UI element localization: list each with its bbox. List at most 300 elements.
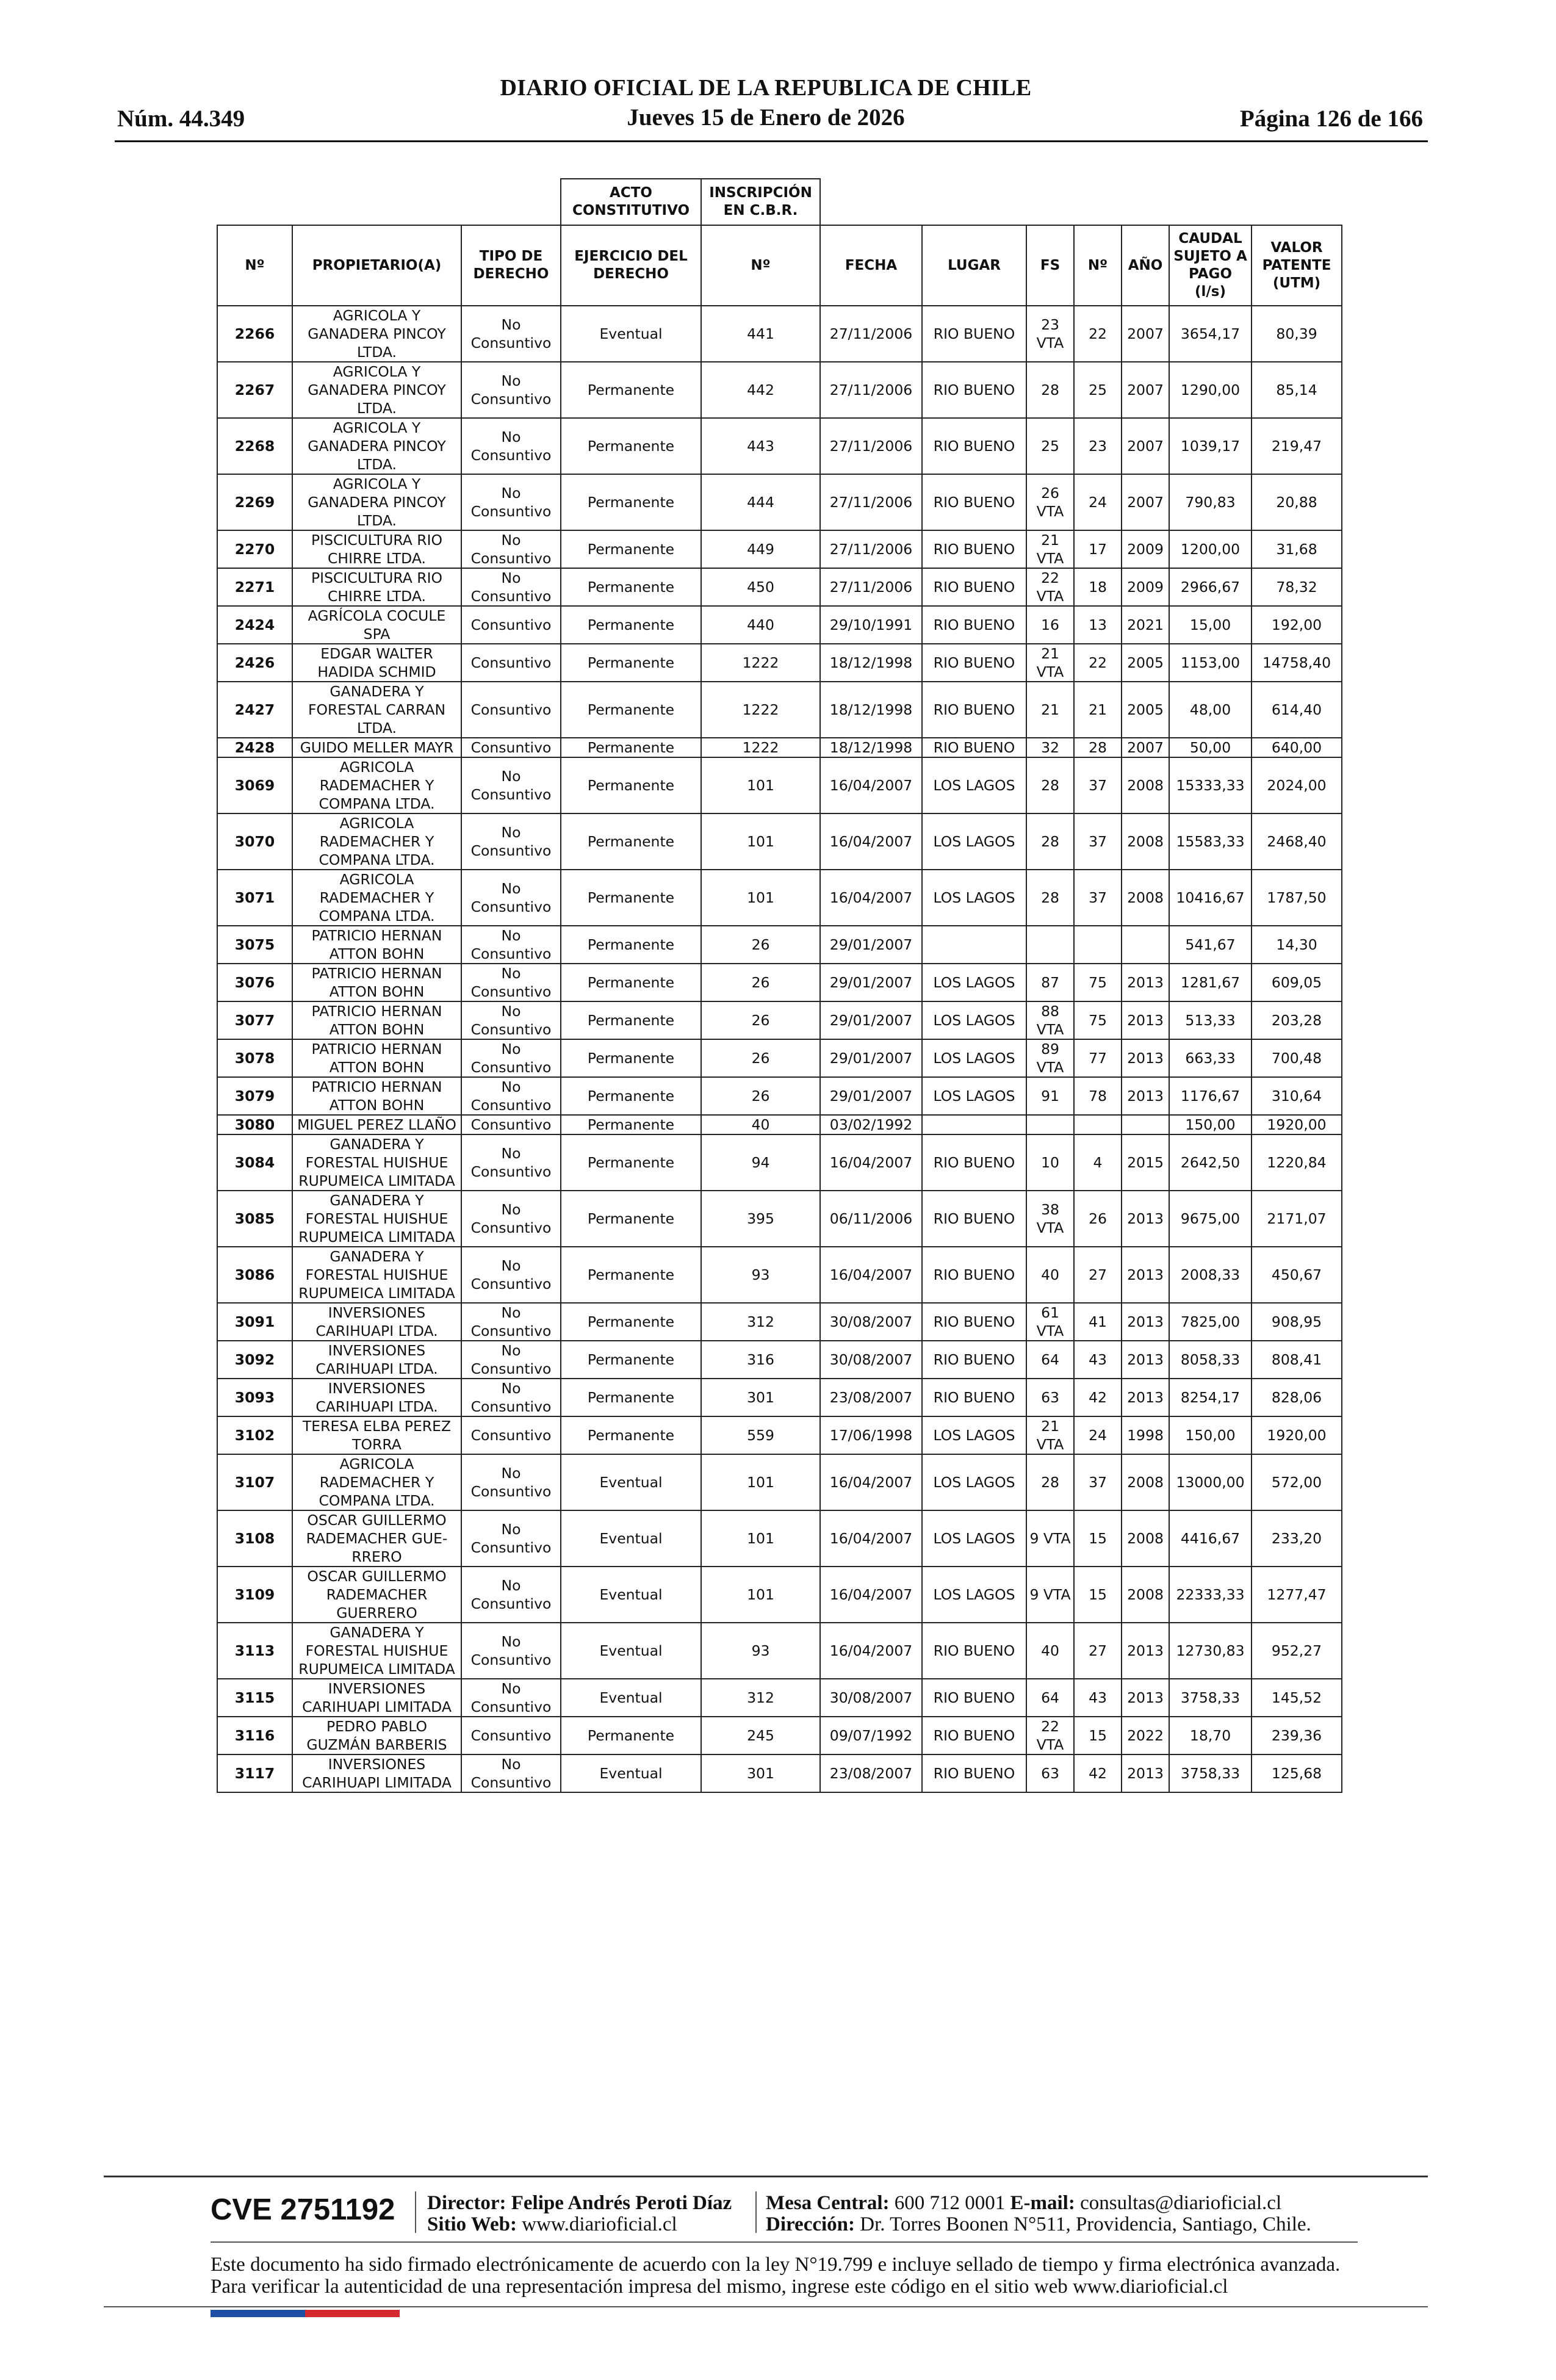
- cell-num: 2427: [217, 682, 292, 738]
- column-header-num: Nº: [217, 225, 292, 306]
- footer-rule-mid: [211, 2241, 1358, 2243]
- group-header-acto: ACTO CONSTITUTIVO: [561, 179, 701, 225]
- cell-num: 3070: [217, 813, 292, 870]
- cell-num: 2266: [217, 306, 292, 362]
- cell-num: 3102: [217, 1416, 292, 1454]
- footer-rule-top: [104, 2176, 1428, 2177]
- cell-year: [1122, 1115, 1169, 1134]
- cell-num: 3077: [217, 1001, 292, 1039]
- cell-type: No Consuntivo: [461, 1379, 561, 1416]
- column-header-flow: CAUDAL SUJETO A PAGO (l/s): [1169, 225, 1252, 306]
- cell-patent: 2024,00: [1252, 757, 1342, 813]
- cell-fs: 22 VTA: [1026, 1717, 1074, 1754]
- cell-patent: 450,67: [1252, 1247, 1342, 1303]
- cell-flow: 18,70: [1169, 1717, 1252, 1754]
- cell-patent: 14758,40: [1252, 644, 1342, 682]
- cell-cbr-n: 75: [1074, 1001, 1122, 1039]
- cell-patent: 78,32: [1252, 568, 1342, 606]
- cell-type: No Consuntivo: [461, 1247, 561, 1303]
- table-row: [217, 1510, 1342, 1567]
- cell-fs: 16: [1026, 606, 1074, 644]
- cell-type: No Consuntivo: [461, 1001, 561, 1039]
- cell-type: No Consuntivo: [461, 418, 561, 474]
- cell-num: 3107: [217, 1454, 292, 1510]
- cve-code: CVE 2751192: [211, 2193, 395, 2226]
- table-row: [217, 362, 1342, 418]
- cell-date: 16/04/2007: [820, 1510, 922, 1567]
- cell-num: 2270: [217, 530, 292, 568]
- cell-owner: PISCICULTURA RIO CHIRRE LTDA.: [292, 568, 461, 606]
- cell-place: RIO BUENO: [922, 474, 1026, 530]
- cell-flow: 15,00: [1169, 606, 1252, 644]
- cell-type: No Consuntivo: [461, 306, 561, 362]
- table-row: [217, 1134, 1342, 1191]
- cell-exercise: Permanente: [561, 1247, 701, 1303]
- cell-flow: 10416,67: [1169, 870, 1252, 926]
- cell-type: No Consuntivo: [461, 870, 561, 926]
- cell-place: LOS LAGOS: [922, 1510, 1026, 1567]
- publication-title: DIARIO OFICIAL DE LA REPUBLICA DE CHILE: [500, 75, 1032, 101]
- cell-cbr-num: 26: [701, 1039, 820, 1077]
- cell-flow: 1290,00: [1169, 362, 1252, 418]
- cell-patent: 640,00: [1252, 738, 1342, 757]
- cell-place: RIO BUENO: [922, 568, 1026, 606]
- email-label: E-mail:: [1010, 2192, 1075, 2214]
- cell-patent: 203,28: [1252, 1001, 1342, 1039]
- table-row: [217, 606, 1342, 644]
- cell-type: Consuntivo: [461, 1115, 561, 1134]
- site-label: Sitio Web:: [427, 2213, 517, 2235]
- cell-year: 1998: [1122, 1416, 1169, 1454]
- cell-place: LOS LAGOS: [922, 813, 1026, 870]
- cell-cbr-n: 21: [1074, 682, 1122, 738]
- cell-cbr-num: 26: [701, 926, 820, 964]
- cell-type: No Consuntivo: [461, 757, 561, 813]
- cell-type: No Consuntivo: [461, 1134, 561, 1191]
- cell-exercise: Permanente: [561, 1717, 701, 1754]
- cell-patent: 1920,00: [1252, 1416, 1342, 1454]
- cell-date: 27/11/2006: [820, 474, 922, 530]
- table-row: [217, 644, 1342, 682]
- cell-date: 18/12/1998: [820, 738, 922, 757]
- cell-flow: 150,00: [1169, 1115, 1252, 1134]
- cell-year: 2005: [1122, 682, 1169, 738]
- cell-exercise: Eventual: [561, 1623, 701, 1679]
- column-header-year: AÑO: [1122, 225, 1169, 306]
- cell-flow: 15583,33: [1169, 813, 1252, 870]
- mesa-label: Mesa Central:: [766, 2192, 890, 2214]
- column-header-owner: PROPIETARIO(A): [292, 225, 461, 306]
- cell-cbr-num: 26: [701, 964, 820, 1001]
- cell-date: 16/04/2007: [820, 1134, 922, 1191]
- cell-exercise: Permanente: [561, 1191, 701, 1247]
- cell-cbr-n: 24: [1074, 1416, 1122, 1454]
- cell-exercise: Permanente: [561, 964, 701, 1001]
- cell-place: RIO BUENO: [922, 738, 1026, 757]
- cell-year: 2013: [1122, 964, 1169, 1001]
- cell-cbr-num: 101: [701, 757, 820, 813]
- cell-exercise: Permanente: [561, 644, 701, 682]
- cell-cbr-num: 101: [701, 870, 820, 926]
- cell-num: 3093: [217, 1379, 292, 1416]
- cell-flow: 12730,83: [1169, 1623, 1252, 1679]
- cell-fs: 21 VTA: [1026, 644, 1074, 682]
- cell-exercise: Permanente: [561, 926, 701, 964]
- footer-rule-bottom: [104, 2306, 1428, 2307]
- cell-year: 2008: [1122, 870, 1169, 926]
- cell-type: No Consuntivo: [461, 813, 561, 870]
- cell-fs: 23 VTA: [1026, 306, 1074, 362]
- table-row: [217, 1754, 1342, 1792]
- cell-cbr-num: 316: [701, 1341, 820, 1379]
- issue-date: Jueves 15 de Enero de 2026: [627, 104, 905, 131]
- cell-cbr-num: 559: [701, 1416, 820, 1454]
- cell-patent: 310,64: [1252, 1077, 1342, 1115]
- cell-year: 2009: [1122, 530, 1169, 568]
- cell-num: 2271: [217, 568, 292, 606]
- cell-place: RIO BUENO: [922, 1379, 1026, 1416]
- cell-cbr-n: 15: [1074, 1510, 1122, 1567]
- cell-place: LOS LAGOS: [922, 1077, 1026, 1115]
- table-row: [217, 757, 1342, 813]
- column-header-cbr-n: Nº: [1074, 225, 1122, 306]
- cell-year: 2013: [1122, 1341, 1169, 1379]
- cell-owner: INVERSIONES CARIHUAPI LIMITADA: [292, 1754, 461, 1792]
- cell-type: Consuntivo: [461, 606, 561, 644]
- footer-director-block: [427, 2193, 732, 2235]
- cell-fs: [1026, 926, 1074, 964]
- cell-cbr-n: 41: [1074, 1303, 1122, 1341]
- cell-year: 2021: [1122, 606, 1169, 644]
- cell-patent: 192,00: [1252, 606, 1342, 644]
- table-row: [217, 1191, 1342, 1247]
- cell-place: RIO BUENO: [922, 1754, 1026, 1792]
- cell-year: [1122, 926, 1169, 964]
- cell-cbr-n: 18: [1074, 568, 1122, 606]
- cell-date: 30/08/2007: [820, 1303, 922, 1341]
- cell-fs: 91: [1026, 1077, 1074, 1115]
- cell-place: RIO BUENO: [922, 1303, 1026, 1341]
- cell-num: 3075: [217, 926, 292, 964]
- cell-year: 2013: [1122, 1001, 1169, 1039]
- cell-type: No Consuntivo: [461, 1077, 561, 1115]
- cell-type: No Consuntivo: [461, 1754, 561, 1792]
- cell-patent: 14,30: [1252, 926, 1342, 964]
- cell-cbr-n: 27: [1074, 1247, 1122, 1303]
- table-row: [217, 1001, 1342, 1039]
- cell-cbr-n: 78: [1074, 1077, 1122, 1115]
- cell-place: RIO BUENO: [922, 530, 1026, 568]
- table-row: [217, 1379, 1342, 1416]
- cell-flow: 1176,67: [1169, 1077, 1252, 1115]
- cell-cbr-num: 450: [701, 568, 820, 606]
- cell-exercise: Permanente: [561, 530, 701, 568]
- cell-fs: 63: [1026, 1379, 1074, 1416]
- cell-type: Consuntivo: [461, 1717, 561, 1754]
- cell-owner: PATRICIO HERNAN ATTON BOHN: [292, 1001, 461, 1039]
- cell-place: RIO BUENO: [922, 1134, 1026, 1191]
- table-row: [217, 1416, 1342, 1454]
- cell-flow: 2008,33: [1169, 1247, 1252, 1303]
- cell-exercise: Eventual: [561, 1454, 701, 1510]
- cell-cbr-num: 301: [701, 1754, 820, 1792]
- cell-exercise: Permanente: [561, 757, 701, 813]
- table-row: [217, 1115, 1342, 1134]
- cell-place: RIO BUENO: [922, 606, 1026, 644]
- table-body: [217, 306, 1342, 1792]
- cell-type: No Consuntivo: [461, 1303, 561, 1341]
- cell-owner: PATRICIO HERNAN ATTON BOHN: [292, 964, 461, 1001]
- cell-fs: 21 VTA: [1026, 530, 1074, 568]
- cell-exercise: Permanente: [561, 738, 701, 757]
- cell-date: 27/11/2006: [820, 306, 922, 362]
- cell-flow: 8254,17: [1169, 1379, 1252, 1416]
- cell-place: RIO BUENO: [922, 1247, 1026, 1303]
- cell-fs: 21 VTA: [1026, 1416, 1074, 1454]
- cell-fs: 10: [1026, 1134, 1074, 1191]
- cell-flow: 3758,33: [1169, 1679, 1252, 1717]
- mesa-phone: 600 712 0001: [894, 2192, 1006, 2214]
- cell-fs: 61 VTA: [1026, 1303, 1074, 1341]
- cell-num: 3080: [217, 1115, 292, 1134]
- cell-owner: AGRICOLA RADEMACHER Y COMPANA LTDA.: [292, 870, 461, 926]
- cell-num: 3084: [217, 1134, 292, 1191]
- cell-flow: 1200,00: [1169, 530, 1252, 568]
- table-row: [217, 1303, 1342, 1341]
- cell-flow: 3758,33: [1169, 1754, 1252, 1792]
- cell-fs: 64: [1026, 1679, 1074, 1717]
- footer-contact-block: [766, 2193, 1311, 2235]
- cell-date: 16/04/2007: [820, 1454, 922, 1510]
- cell-year: 2013: [1122, 1679, 1169, 1717]
- table-row: [217, 306, 1342, 362]
- cell-date: 18/12/1998: [820, 644, 922, 682]
- cell-fs: 28: [1026, 1454, 1074, 1510]
- cell-type: No Consuntivo: [461, 530, 561, 568]
- cell-cbr-n: 22: [1074, 644, 1122, 682]
- cell-fs: 26 VTA: [1026, 474, 1074, 530]
- cell-cbr-n: 37: [1074, 870, 1122, 926]
- table-row: [217, 1717, 1342, 1754]
- cell-date: 03/02/1992: [820, 1115, 922, 1134]
- cell-cbr-num: 441: [701, 306, 820, 362]
- column-header-row: [217, 225, 1342, 306]
- cell-owner: AGRICOLA Y GANADERA PINCOY LTDA.: [292, 362, 461, 418]
- cell-date: 09/07/1992: [820, 1717, 922, 1754]
- cell-cbr-num: 301: [701, 1379, 820, 1416]
- cell-owner: AGRICOLA RADEMACHER Y COMPANA LTDA.: [292, 1454, 461, 1510]
- cell-year: 2007: [1122, 474, 1169, 530]
- cell-owner: AGRICOLA RADEMACHER Y COMPANA LTDA.: [292, 813, 461, 870]
- cell-num: 3085: [217, 1191, 292, 1247]
- cell-year: 2009: [1122, 568, 1169, 606]
- header-rule: [115, 140, 1428, 142]
- cell-type: No Consuntivo: [461, 926, 561, 964]
- cell-fs: 22 VTA: [1026, 568, 1074, 606]
- cell-flow: 15333,33: [1169, 757, 1252, 813]
- cell-cbr-num: 101: [701, 1454, 820, 1510]
- cell-cbr-num: 40: [701, 1115, 820, 1134]
- cell-owner: GANADERA Y FORESTAL HUISHUE RUPUMEICA LIMITADA: [292, 1134, 461, 1191]
- cell-place: LOS LAGOS: [922, 1039, 1026, 1077]
- cell-flow: 9675,00: [1169, 1191, 1252, 1247]
- cell-date: 16/04/2007: [820, 870, 922, 926]
- cell-num: 3091: [217, 1303, 292, 1341]
- cell-num: 3115: [217, 1679, 292, 1717]
- cell-flow: 1281,67: [1169, 964, 1252, 1001]
- cell-type: No Consuntivo: [461, 568, 561, 606]
- cell-date: 30/08/2007: [820, 1679, 922, 1717]
- cell-num: 2426: [217, 644, 292, 682]
- cell-date: 16/04/2007: [820, 1247, 922, 1303]
- cell-date: 23/08/2007: [820, 1379, 922, 1416]
- cell-cbr-n: 28: [1074, 738, 1122, 757]
- cell-place: [922, 926, 1026, 964]
- cell-owner: PATRICIO HERNAN ATTON BOHN: [292, 926, 461, 964]
- cell-place: LOS LAGOS: [922, 757, 1026, 813]
- cell-cbr-n: 25: [1074, 362, 1122, 418]
- cell-num: 3078: [217, 1039, 292, 1077]
- cell-date: 06/11/2006: [820, 1191, 922, 1247]
- cell-owner: INVERSIONES CARIHUAPI LIMITADA: [292, 1679, 461, 1717]
- cell-exercise: Permanente: [561, 606, 701, 644]
- cell-exercise: Permanente: [561, 1134, 701, 1191]
- cell-fs: [1026, 1115, 1074, 1134]
- cell-patent: 1787,50: [1252, 870, 1342, 926]
- cell-fs: 28: [1026, 362, 1074, 418]
- cell-num: 3092: [217, 1341, 292, 1379]
- cell-owner: GANADERA Y FORESTAL HUISHUE RUPUMEICA LIMITADA: [292, 1623, 461, 1679]
- cell-place: [922, 1115, 1026, 1134]
- cell-type: No Consuntivo: [461, 1510, 561, 1567]
- cell-exercise: Permanente: [561, 474, 701, 530]
- cell-cbr-num: 93: [701, 1247, 820, 1303]
- cell-cbr-n: 15: [1074, 1567, 1122, 1623]
- table-row: [217, 682, 1342, 738]
- cell-place: RIO BUENO: [922, 644, 1026, 682]
- site-link[interactable]: www.diarioficial.cl: [522, 2213, 677, 2235]
- cell-date: 16/04/2007: [820, 1623, 922, 1679]
- cell-year: 2013: [1122, 1379, 1169, 1416]
- cell-patent: 31,68: [1252, 530, 1342, 568]
- column-header-fs: FS: [1026, 225, 1074, 306]
- issue-number: Núm. 44.349: [117, 106, 245, 132]
- cell-year: 2022: [1122, 1717, 1169, 1754]
- cell-fs: 21: [1026, 682, 1074, 738]
- cell-owner: PISCICULTURA RIO CHIRRE LTDA.: [292, 530, 461, 568]
- cell-year: 2013: [1122, 1247, 1169, 1303]
- cell-date: 27/11/2006: [820, 418, 922, 474]
- table-row: [217, 738, 1342, 757]
- column-header-exercise: EJERCICIO DEL DERECHO: [561, 225, 701, 306]
- page-header: [104, 73, 1428, 143]
- cell-flow: 1153,00: [1169, 644, 1252, 682]
- cell-cbr-num: 1222: [701, 682, 820, 738]
- cell-fs: 9 VTA: [1026, 1567, 1074, 1623]
- director-label: Director:: [427, 2192, 506, 2214]
- cell-num: 3109: [217, 1567, 292, 1623]
- cell-place: RIO BUENO: [922, 1191, 1026, 1247]
- column-header-date: FECHA: [820, 225, 922, 306]
- cell-num: 3086: [217, 1247, 292, 1303]
- cell-date: 16/04/2007: [820, 813, 922, 870]
- cell-cbr-n: 4: [1074, 1134, 1122, 1191]
- cell-year: 2007: [1122, 738, 1169, 757]
- cell-exercise: Permanente: [561, 1115, 701, 1134]
- cell-place: RIO BUENO: [922, 418, 1026, 474]
- cell-owner: AGRICOLA Y GANADERA PINCOY LTDA.: [292, 418, 461, 474]
- cell-date: 29/01/2007: [820, 1001, 922, 1039]
- cell-cbr-num: 101: [701, 1567, 820, 1623]
- cell-date: 29/01/2007: [820, 1039, 922, 1077]
- cell-owner: GANADERA Y FORESTAL HUISHUE RUPUMEICA LIMITADA: [292, 1247, 461, 1303]
- cell-flow: 513,33: [1169, 1001, 1252, 1039]
- column-header-cbr-num: Nº: [701, 225, 820, 306]
- cell-patent: 125,68: [1252, 1754, 1342, 1792]
- cell-cbr-n: 43: [1074, 1679, 1122, 1717]
- cell-place: LOS LAGOS: [922, 1567, 1026, 1623]
- cell-date: 18/12/1998: [820, 682, 922, 738]
- cell-patent: 20,88: [1252, 474, 1342, 530]
- cell-exercise: Permanente: [561, 870, 701, 926]
- footer-separator: [755, 2191, 757, 2233]
- cell-patent: 2171,07: [1252, 1191, 1342, 1247]
- table-row: [217, 1623, 1342, 1679]
- cell-flow: 48,00: [1169, 682, 1252, 738]
- cell-fs: 38 VTA: [1026, 1191, 1074, 1247]
- cell-type: No Consuntivo: [461, 362, 561, 418]
- cell-fs: 28: [1026, 813, 1074, 870]
- cell-date: 30/08/2007: [820, 1341, 922, 1379]
- cell-exercise: Permanente: [561, 682, 701, 738]
- cell-place: LOS LAGOS: [922, 964, 1026, 1001]
- cell-patent: 614,40: [1252, 682, 1342, 738]
- cell-exercise: Eventual: [561, 1510, 701, 1567]
- cell-exercise: Permanente: [561, 1341, 701, 1379]
- cell-owner: EDGAR WALTER HADIDA SCHMID: [292, 644, 461, 682]
- cell-type: Consuntivo: [461, 682, 561, 738]
- cell-year: 2013: [1122, 1303, 1169, 1341]
- cell-cbr-num: 101: [701, 1510, 820, 1567]
- cell-date: 27/11/2006: [820, 568, 922, 606]
- cell-flow: 2966,67: [1169, 568, 1252, 606]
- cell-exercise: Eventual: [561, 1679, 701, 1717]
- cell-cbr-n: 75: [1074, 964, 1122, 1001]
- table-row: [217, 1454, 1342, 1510]
- cell-patent: 2468,40: [1252, 813, 1342, 870]
- cell-owner: PATRICIO HERNAN ATTON BOHN: [292, 1039, 461, 1077]
- cell-type: No Consuntivo: [461, 1567, 561, 1623]
- cell-num: 2268: [217, 418, 292, 474]
- cell-fs: 88 VTA: [1026, 1001, 1074, 1039]
- table-row: [217, 474, 1342, 530]
- cell-cbr-num: 94: [701, 1134, 820, 1191]
- cell-year: 2013: [1122, 1077, 1169, 1115]
- cell-patent: 233,20: [1252, 1510, 1342, 1567]
- flag-red-segment: [305, 2310, 400, 2317]
- cell-patent: 80,39: [1252, 306, 1342, 362]
- cell-exercise: Permanente: [561, 418, 701, 474]
- cell-cbr-n: 42: [1074, 1379, 1122, 1416]
- email-link[interactable]: consultas@diarioficial.cl: [1080, 2192, 1282, 2214]
- cell-owner: INVERSIONES CARIHUAPI LTDA.: [292, 1379, 461, 1416]
- cell-year: 2013: [1122, 1039, 1169, 1077]
- cell-cbr-num: 312: [701, 1303, 820, 1341]
- cell-date: 16/04/2007: [820, 757, 922, 813]
- cell-cbr-n: [1074, 926, 1122, 964]
- cell-year: 2013: [1122, 1191, 1169, 1247]
- cell-type: No Consuntivo: [461, 1039, 561, 1077]
